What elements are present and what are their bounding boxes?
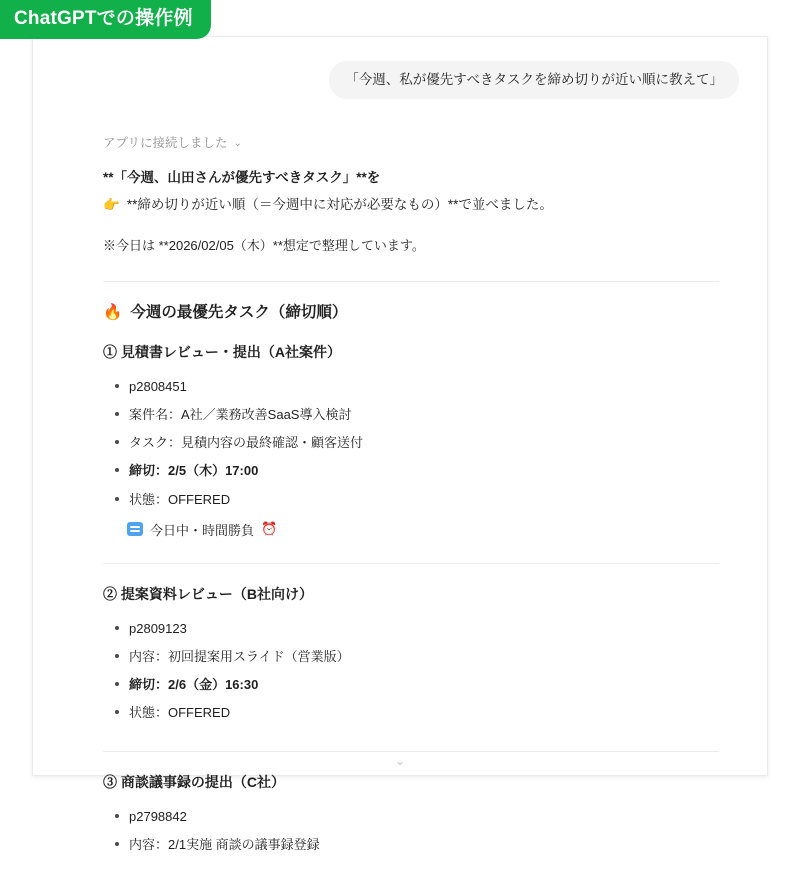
list-item: p2798842 bbox=[129, 803, 719, 831]
note-badge-icon bbox=[127, 522, 143, 536]
divider bbox=[103, 563, 719, 564]
connected-apps-toggle[interactable] bbox=[103, 133, 242, 151]
alarm-clock-icon: ⏰ bbox=[261, 521, 278, 537]
task-title: ② 提案資料レビュー（B社向け） bbox=[103, 585, 313, 602]
section-tab-label: ChatGPTでの操作例 bbox=[0, 0, 211, 39]
user-message-row bbox=[61, 61, 739, 99]
task-block bbox=[103, 584, 719, 728]
divider bbox=[103, 751, 719, 752]
list-item: 締切：2/5（木）17:00 bbox=[129, 457, 719, 485]
list-item: タスク：見積内容の最終確認・顧客送付 bbox=[129, 429, 719, 457]
assistant-line-2-row bbox=[103, 192, 719, 218]
task-block bbox=[103, 342, 719, 539]
list-item: p2808451 bbox=[129, 373, 719, 401]
assistant-date-note: ※今日は **2026/02/05（木）**想定で整理しています。 bbox=[103, 237, 425, 253]
list-item: 案件名：A社／業務改善SaaS導入検討 bbox=[129, 401, 719, 429]
assistant-line-1: **「今週、山田さんが優先すべきタスク」**を bbox=[103, 170, 381, 186]
list-item: p2809123 bbox=[129, 615, 719, 643]
list-item: 内容：初回提案用スライド（営業版） bbox=[129, 643, 719, 671]
list-item: 状態：OFFERED bbox=[129, 486, 719, 514]
fire-icon: 🔥 bbox=[103, 303, 123, 322]
task-title: ① 見積書レビュー・提出（A社案件） bbox=[103, 343, 341, 360]
list-item: 締切：2/6（金）16:30 bbox=[129, 671, 719, 699]
connected-apps-label: アプリに接続しました bbox=[103, 136, 228, 151]
chevron-down-icon: ⌄ bbox=[233, 137, 242, 149]
scroll-indicator[interactable]: ⌄ bbox=[394, 754, 406, 768]
list-item: 内容：2/1実施 商談の議事録登録 bbox=[129, 831, 719, 859]
task-sub-note bbox=[127, 520, 719, 539]
section-heading-text: 今週の最優先タスク（締切順） bbox=[130, 304, 348, 322]
chat-card bbox=[32, 36, 768, 853]
task-detail-list bbox=[103, 615, 719, 728]
pointing-hand-icon: 👉 bbox=[103, 196, 120, 213]
task-detail-list bbox=[103, 373, 719, 514]
task-detail-list bbox=[103, 803, 719, 859]
assistant-line-2: **締め切りが近い順（＝今週中に対応が必要なもの）**で並べました。 bbox=[126, 196, 553, 212]
user-message-bubble: 「今週、私が優先すべきタスクを締め切りが近い順に教えて」 bbox=[329, 61, 739, 99]
task-block bbox=[103, 772, 719, 859]
list-item: 状態：OFFERED bbox=[129, 699, 719, 727]
task-title: ③ 商談議事録の提出（C社） bbox=[103, 774, 285, 791]
divider bbox=[103, 281, 719, 282]
assistant-message bbox=[61, 133, 739, 859]
section-heading bbox=[103, 302, 719, 324]
chat-inner bbox=[33, 37, 767, 874]
task-sub-note-text: 今日中・時間勝負 bbox=[150, 522, 255, 538]
